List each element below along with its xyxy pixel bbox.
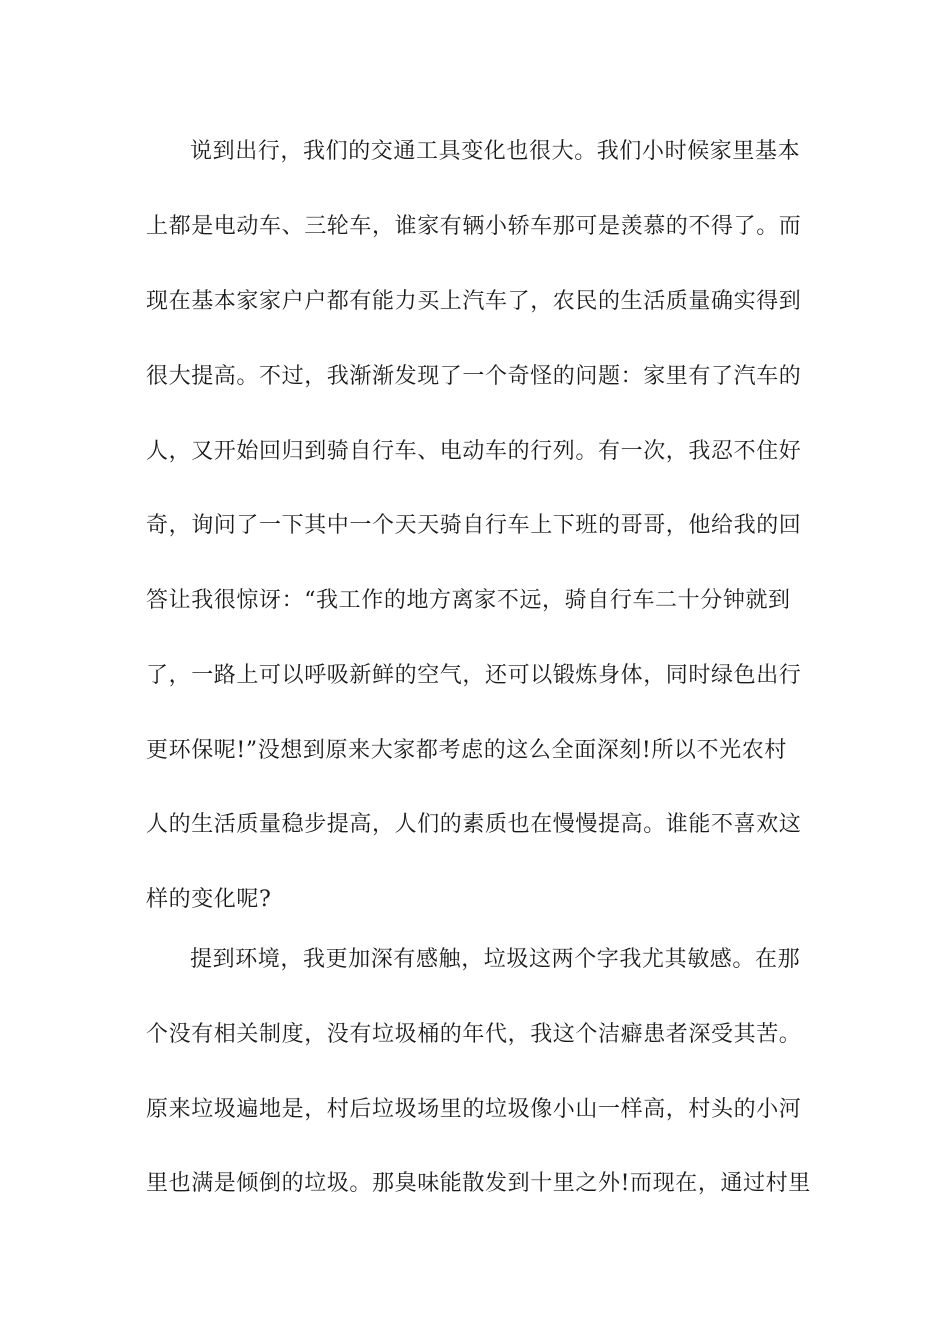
paragraph-2-line-3: 原来垃圾遍地是，村后垃圾场里的垃圾像小山一样高，村头的小河 bbox=[146, 1097, 802, 1122]
paragraph-2-line-2: 个没有相关制度，没有垃圾桶的年代，我这个洁癖患者深受其苦。 bbox=[146, 1022, 802, 1047]
paragraph-2-line-4: 里也满是倾倒的垃圾。那臭味能散发到十里之外!而现在，通过村里 bbox=[146, 1171, 811, 1196]
paragraph-1-line-3: 现在基本家家户户都有能力买上汽车了，农民的生活质量确实得到 bbox=[146, 289, 802, 314]
paragraph-1-line-5: 人，又开始回归到骑自行车、电动车的行列。有一次，我忍不住好 bbox=[146, 439, 802, 464]
paragraph-1-line-6: 奇，询问了一下其中一个天天骑自行车上下班的哥哥，他给我的回 bbox=[146, 513, 802, 538]
paragraph-1-line-11: 样的变化呢? bbox=[146, 887, 272, 912]
paragraph-1-line-1: 说到出行，我们的交通工具变化也很大。我们小时候家里基本 bbox=[190, 139, 801, 164]
paragraph-1-line-2: 上都是电动车、三轮车，谁家有辆小轿车那可是羡慕的不得了。而 bbox=[146, 214, 802, 239]
paragraph-1-line-4: 很大提高。不过，我渐渐发现了一个奇怪的问题：家里有了汽车的 bbox=[146, 364, 802, 389]
paragraph-1-line-10: 人的生活质量稳步提高，人们的素质也在慢慢提高。谁能不喜欢这 bbox=[146, 812, 802, 837]
paragraph-2-line-1: 提到环境，我更加深有感触，垃圾这两个字我尤其敏感。在那 bbox=[190, 947, 801, 972]
paragraph-1-line-9: 更环保呢!”没想到原来大家都考虑的这么全面深刻!所以不光农村 bbox=[146, 738, 787, 763]
paragraph-1-line-7: 答让我很惊讶：“我工作的地方离家不远，骑自行车二十分钟就到 bbox=[146, 588, 791, 613]
paragraph-1-line-8: 了，一路上可以呼吸新鲜的空气，还可以锻炼身体，同时绿色出行 bbox=[146, 663, 802, 688]
